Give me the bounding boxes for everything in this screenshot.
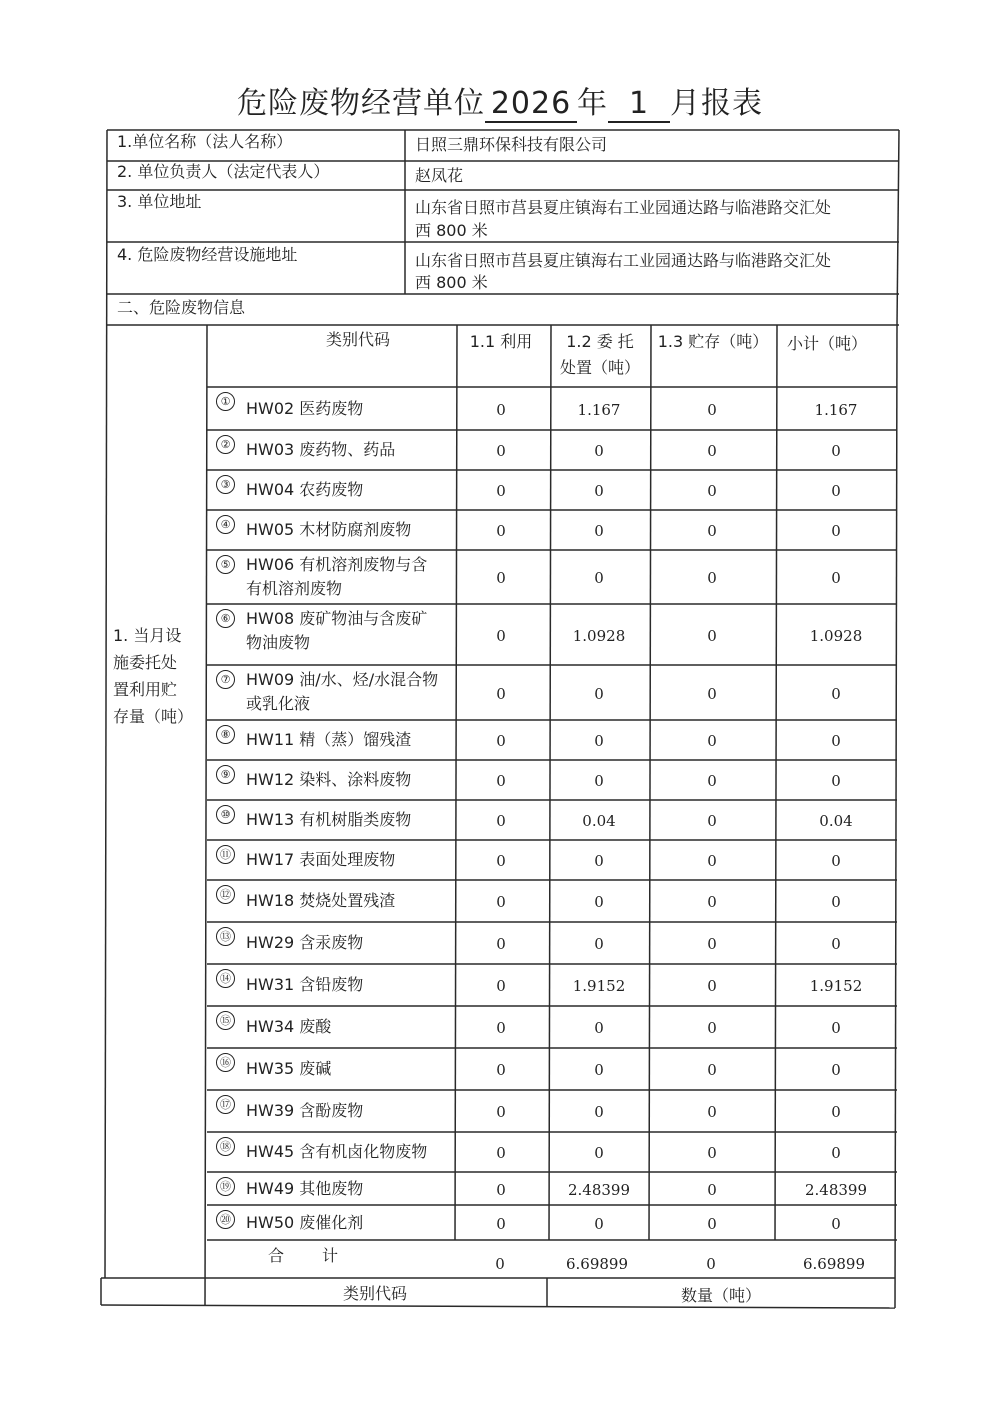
row-entrust-value: 0 <box>594 1144 604 1162</box>
row-storage-value: 0 <box>707 1214 717 1233</box>
title-month: 1 <box>608 87 670 123</box>
row-subtotal-value: 0 <box>831 852 841 870</box>
row-subtotal-value: 1.167 <box>814 400 858 419</box>
info-value-leader: 赵凤花 <box>415 166 464 185</box>
header-entrust-line1: 1.2 委 托 <box>566 332 634 351</box>
row-category: HW12 染料、涂料废物 <box>246 770 412 789</box>
total-subtotal: 6.69899 <box>802 1255 866 1273</box>
row-use-value: 0 <box>496 684 506 703</box>
row-category: HW31 含铅废物 <box>246 975 364 994</box>
row-use-value: 0 <box>496 569 506 587</box>
row-use-value: 0 <box>496 1061 506 1079</box>
row-entrust-value: 0 <box>594 1214 604 1233</box>
row-subtotal-value: 0 <box>831 522 841 540</box>
row-number-badge: ⑪ <box>216 845 235 864</box>
title-year: 2026 <box>485 87 577 123</box>
info-label-name: 1.单位名称（法人名称） <box>117 132 293 151</box>
row-subtotal-value: 2.48399 <box>804 1180 868 1199</box>
info-value-address-line1: 山东省日照市莒县夏庄镇海右工业园通达路与临港路交汇处 <box>415 198 832 217</box>
row-entrust-value: 0 <box>594 482 604 500</box>
info-label-facility: 4. 危险废物经营设施地址 <box>117 245 298 264</box>
row-entrust-value: 0 <box>594 893 604 911</box>
row-storage-value: 0 <box>707 732 717 750</box>
left-label-line: 1. 当月设 <box>113 626 182 645</box>
row-subtotal-value: 0 <box>831 935 841 953</box>
title-month-suffix: 月报表 <box>670 86 763 121</box>
row-storage-value: 0 <box>707 1061 717 1079</box>
row-use-value: 0 <box>496 893 506 911</box>
row-entrust-value: 2.48399 <box>567 1180 631 1199</box>
row-entrust-value: 0 <box>594 1061 604 1079</box>
row-storage-value: 0 <box>707 522 717 540</box>
header-category: 类别代码 <box>325 330 391 349</box>
info-label-address: 3. 单位地址 <box>117 192 202 211</box>
row-use-value: 0 <box>496 732 506 750</box>
row-category: HW05 木材防腐剂废物 <box>246 520 412 539</box>
row-category-cont: 或乳化液 <box>246 694 311 713</box>
row-subtotal-value: 0 <box>831 1103 841 1121</box>
section-title: 二、危险废物信息 <box>117 298 246 317</box>
row-entrust-value: 0 <box>594 569 604 587</box>
row-category: HW29 含汞废物 <box>246 933 364 952</box>
row-number-badge: ⑭ <box>216 969 235 988</box>
header-storage: 1.3 贮存（吨） <box>657 332 769 351</box>
row-category-cont: 物油废物 <box>246 633 311 652</box>
row-category: HW45 含有机卤化物废物 <box>246 1142 428 1161</box>
row-subtotal-value: 0 <box>831 1214 841 1233</box>
row-subtotal-value: 0 <box>831 1019 841 1037</box>
row-storage-value: 0 <box>707 626 717 645</box>
row-storage-value: 0 <box>707 852 717 870</box>
info-value-address-line2: 西 800 米 <box>415 221 488 240</box>
row-storage-value: 0 <box>707 400 717 419</box>
row-storage-value: 0 <box>707 442 717 460</box>
row-use-value: 0 <box>496 977 506 995</box>
header-entrust-line2: 处置（吨） <box>559 358 641 377</box>
total-storage: 0 <box>706 1255 716 1273</box>
row-entrust-value: 1.9152 <box>572 977 626 995</box>
row-subtotal-value: 0 <box>831 684 841 703</box>
row-entrust-value: 0.04 <box>582 812 616 830</box>
row-use-value: 0 <box>496 442 506 460</box>
row-number-badge: ⑰ <box>216 1095 235 1114</box>
row-category: HW08 废矿物油与含废矿 <box>246 609 428 628</box>
row-entrust-value: 1.0928 <box>572 626 626 645</box>
row-storage-value: 0 <box>707 977 717 995</box>
row-subtotal-value: 0 <box>831 893 841 911</box>
row-use-value: 0 <box>496 1103 506 1121</box>
row-use-value: 0 <box>496 626 506 645</box>
row-subtotal-value: 0 <box>831 442 841 460</box>
row-number-badge: ⑤ <box>216 555 235 574</box>
row-category: HW06 有机溶剂废物与含 <box>246 555 428 574</box>
row-subtotal-value: 0 <box>831 1144 841 1162</box>
row-storage-value: 0 <box>707 1019 717 1037</box>
row-category: HW09 油/水、烃/水混合物 <box>246 670 439 689</box>
row-number-badge: ⑧ <box>216 725 235 744</box>
row-number-badge: ③ <box>216 475 235 494</box>
row-subtotal-value: 0 <box>831 772 841 790</box>
row-storage-value: 0 <box>707 893 717 911</box>
row-number-badge: ① <box>216 392 235 411</box>
row-use-value: 0 <box>496 1144 506 1162</box>
row-storage-value: 0 <box>707 1144 717 1162</box>
row-subtotal-value: 0 <box>831 1061 841 1079</box>
row-number-badge: ⑩ <box>216 805 235 824</box>
row-entrust-value: 0 <box>594 1019 604 1037</box>
info-label-leader: 2. 单位负责人（法定代表人） <box>117 162 330 181</box>
row-category: HW49 其他废物 <box>246 1178 364 1198</box>
row-storage-value: 0 <box>707 684 717 703</box>
row-subtotal-value: 0 <box>831 482 841 500</box>
row-subtotal-value: 1.0928 <box>809 626 863 645</box>
row-category: HW13 有机树脂类废物 <box>246 810 412 829</box>
row-category: HW03 废药物、药品 <box>246 440 396 459</box>
footer-quantity: 数量（吨） <box>680 1286 762 1305</box>
row-number-badge: ⑬ <box>216 927 235 946</box>
row-subtotal-value: 0 <box>831 569 841 587</box>
left-label-line: 施委托处 <box>113 653 178 672</box>
row-subtotal-value: 0.04 <box>819 812 853 830</box>
title-prefix: 危险废物经营单位 <box>237 86 485 121</box>
row-storage-value: 0 <box>707 935 717 953</box>
title-year-suffix: 年 <box>577 86 608 121</box>
row-category: HW11 精（蒸）馏残渣 <box>246 730 412 749</box>
row-entrust-value: 0 <box>594 852 604 870</box>
row-number-badge: ⑦ <box>216 670 235 689</box>
row-use-value: 0 <box>496 852 506 870</box>
header-use: 1.1 利用 <box>469 332 533 351</box>
row-number-badge: ⑳ <box>216 1210 235 1229</box>
row-entrust-value: 0 <box>594 935 604 953</box>
total-entrust: 6.69899 <box>565 1255 629 1273</box>
row-category: HW18 焚烧处置残渣 <box>246 891 396 910</box>
row-use-value: 0 <box>496 1180 506 1199</box>
row-number-badge: ⑫ <box>216 885 235 904</box>
row-storage-value: 0 <box>707 482 717 500</box>
row-category: HW39 含酚废物 <box>246 1101 364 1120</box>
info-value-facility-line2: 西 800 米 <box>415 273 488 292</box>
row-use-value: 0 <box>496 400 506 419</box>
left-label-line: 存量（吨） <box>113 707 194 726</box>
row-use-value: 0 <box>496 1019 506 1037</box>
row-category: HW50 废催化剂 <box>246 1212 364 1232</box>
row-number-badge: ⑯ <box>216 1053 235 1072</box>
row-category: HW04 农药废物 <box>246 480 364 499</box>
row-category-cont: 有机溶剂废物 <box>246 579 343 598</box>
row-number-badge: ⑮ <box>216 1011 235 1030</box>
row-number-badge: ⑥ <box>216 609 235 628</box>
row-category: HW02 医药废物 <box>246 398 364 418</box>
row-category: HW35 废碱 <box>246 1059 332 1078</box>
left-label-line: 置利用贮 <box>113 680 178 699</box>
row-use-value: 0 <box>496 772 506 790</box>
row-use-value: 0 <box>496 522 506 540</box>
row-entrust-value: 0 <box>594 732 604 750</box>
row-storage-value: 0 <box>707 812 717 830</box>
total-label: 合 计 <box>268 1246 341 1265</box>
row-subtotal-value: 1.9152 <box>809 977 863 995</box>
row-category: HW34 废酸 <box>246 1017 332 1036</box>
row-category: HW17 表面处理废物 <box>246 850 396 869</box>
row-use-value: 0 <box>496 482 506 500</box>
row-entrust-value: 1.167 <box>577 400 621 419</box>
row-entrust-value: 0 <box>594 1103 604 1121</box>
row-number-badge: ⑨ <box>216 765 235 784</box>
info-value-facility-line1: 山东省日照市莒县夏庄镇海右工业园通达路与临港路交汇处 <box>415 251 832 270</box>
row-use-value: 0 <box>496 1214 506 1233</box>
row-storage-value: 0 <box>707 772 717 790</box>
row-number-badge: ⑱ <box>216 1137 235 1156</box>
left-label <box>113 622 193 730</box>
row-number-badge: ⑲ <box>216 1177 235 1196</box>
row-entrust-value: 0 <box>594 442 604 460</box>
row-storage-value: 0 <box>707 1180 717 1199</box>
row-subtotal-value: 0 <box>831 732 841 750</box>
header-subtotal: 小计（吨） <box>786 334 868 353</box>
row-entrust-value: 0 <box>594 684 604 703</box>
row-storage-value: 0 <box>707 1103 717 1121</box>
row-use-value: 0 <box>496 812 506 830</box>
row-entrust-value: 0 <box>594 522 604 540</box>
row-use-value: 0 <box>496 935 506 953</box>
row-number-badge: ② <box>216 435 235 454</box>
row-storage-value: 0 <box>707 569 717 587</box>
row-entrust-value: 0 <box>594 772 604 790</box>
footer-category: 类别代码 <box>342 1284 408 1303</box>
row-number-badge: ④ <box>216 515 235 534</box>
info-value-name: 日照三鼎环保科技有限公司 <box>415 135 608 154</box>
total-use: 0 <box>495 1255 505 1273</box>
